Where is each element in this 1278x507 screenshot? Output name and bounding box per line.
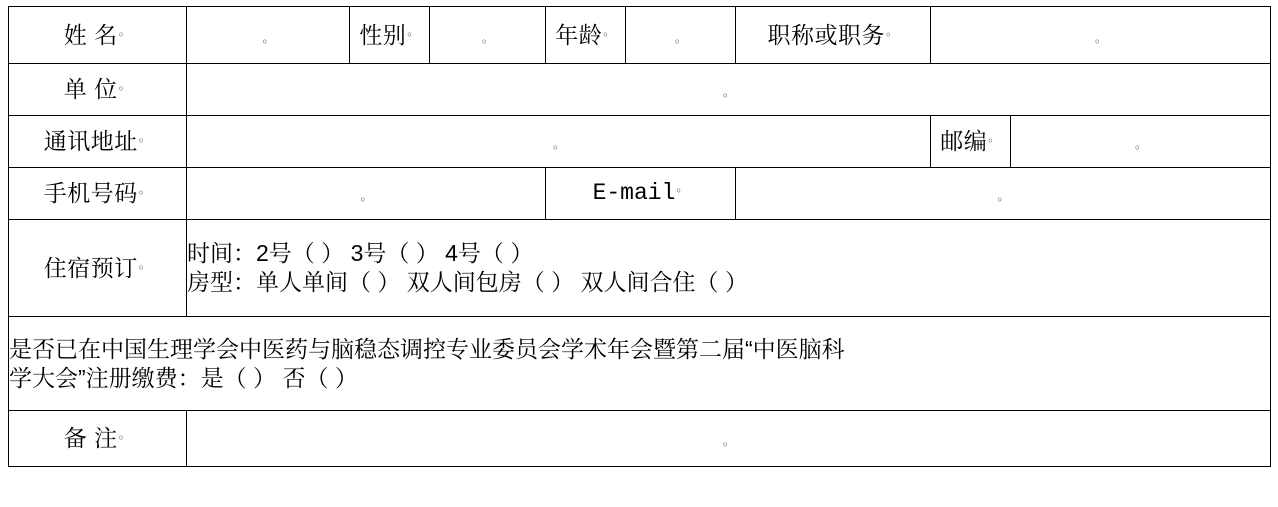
label-gender-text: 性别	[359, 21, 407, 48]
label-marker: 。	[407, 23, 420, 38]
input-postal-address[interactable]	[187, 116, 931, 168]
label-postal-address-text: 通讯地址	[43, 128, 138, 155]
table-row-registration-question	[9, 317, 1271, 411]
input-postcode[interactable]	[1011, 116, 1271, 168]
input-age[interactable]	[626, 7, 736, 64]
field-marker-gender: 。	[481, 30, 494, 45]
label-remarks	[9, 411, 187, 467]
label-marker: 。	[138, 130, 152, 145]
label-marker: 。	[885, 23, 899, 38]
lodging-options[interactable]	[187, 220, 1271, 317]
label-lodging	[9, 220, 187, 317]
label-marker: 。	[603, 23, 616, 38]
table-row-address	[9, 116, 1271, 168]
label-marker: 。	[118, 427, 132, 442]
label-postcode	[931, 116, 1011, 168]
table-row-name	[9, 7, 1271, 64]
label-remarks-text: 备 注	[63, 425, 118, 452]
label-age	[546, 7, 626, 64]
label-title-or-position	[736, 7, 931, 64]
registration-question[interactable]	[9, 317, 1271, 411]
field-marker-postal-address: 。	[552, 137, 565, 152]
label-lodging-text: 住宿预订	[43, 254, 138, 281]
table-row-remarks	[9, 411, 1271, 467]
lodging-date-line[interactable]: 时间：2号（ ） 3号（ ） 4号（ ）	[187, 240, 534, 267]
field-marker-work-unit: 。	[723, 85, 736, 100]
label-marker: 。	[138, 256, 152, 271]
label-marker: 。	[988, 130, 1001, 145]
label-postcode-text: 邮编	[940, 128, 988, 155]
label-mobile	[9, 168, 187, 220]
label-marker: 。	[676, 181, 689, 196]
input-remarks[interactable]	[187, 411, 1271, 467]
table-row-work-unit	[9, 64, 1271, 116]
table-row-lodging	[9, 220, 1271, 317]
field-marker-postcode: 。	[1135, 137, 1148, 152]
label-marker: 。	[118, 78, 132, 93]
input-email[interactable]	[736, 168, 1271, 220]
label-name-text: 姓 名	[63, 21, 118, 48]
label-email	[546, 168, 736, 220]
label-marker: 。	[118, 23, 132, 38]
label-postal-address	[9, 116, 187, 168]
input-work-unit[interactable]	[187, 64, 1271, 116]
label-marker: 。	[138, 182, 152, 197]
label-mobile-text: 手机号码	[43, 180, 138, 207]
lodging-room-line[interactable]: 房型：单人单间（ ） 双人间包房（ ） 双人间合住（ ）	[187, 269, 748, 295]
field-marker-name: 。	[262, 30, 275, 45]
field-marker-mobile: 。	[360, 189, 373, 204]
table-row-contact	[9, 168, 1271, 220]
field-marker-remarks: 。	[723, 434, 736, 449]
label-title-text: 职称或职务	[767, 21, 885, 48]
field-marker-age: 。	[674, 30, 687, 45]
registration-question-line2[interactable]: 学大会”注册缴费：是（ ） 否（ ）	[9, 364, 358, 391]
label-email-text: E-mail	[592, 180, 676, 207]
input-mobile[interactable]	[187, 168, 546, 220]
label-work-unit	[9, 64, 187, 116]
label-age-text: 年龄	[555, 21, 603, 48]
field-marker-title: 。	[1095, 30, 1108, 45]
label-name	[9, 7, 187, 64]
input-name[interactable]	[187, 7, 350, 64]
field-marker-email: 。	[997, 189, 1010, 204]
input-title-or-position[interactable]	[931, 7, 1271, 64]
registration-form-table	[8, 6, 1271, 467]
label-gender	[350, 7, 430, 64]
label-work-unit-text: 单 位	[63, 76, 118, 103]
input-gender[interactable]	[430, 7, 546, 64]
registration-question-line1: 是否已在中国生理学会中医药与脑稳态调控专业委员会学术年会暨第二届“中医脑科	[9, 335, 845, 362]
